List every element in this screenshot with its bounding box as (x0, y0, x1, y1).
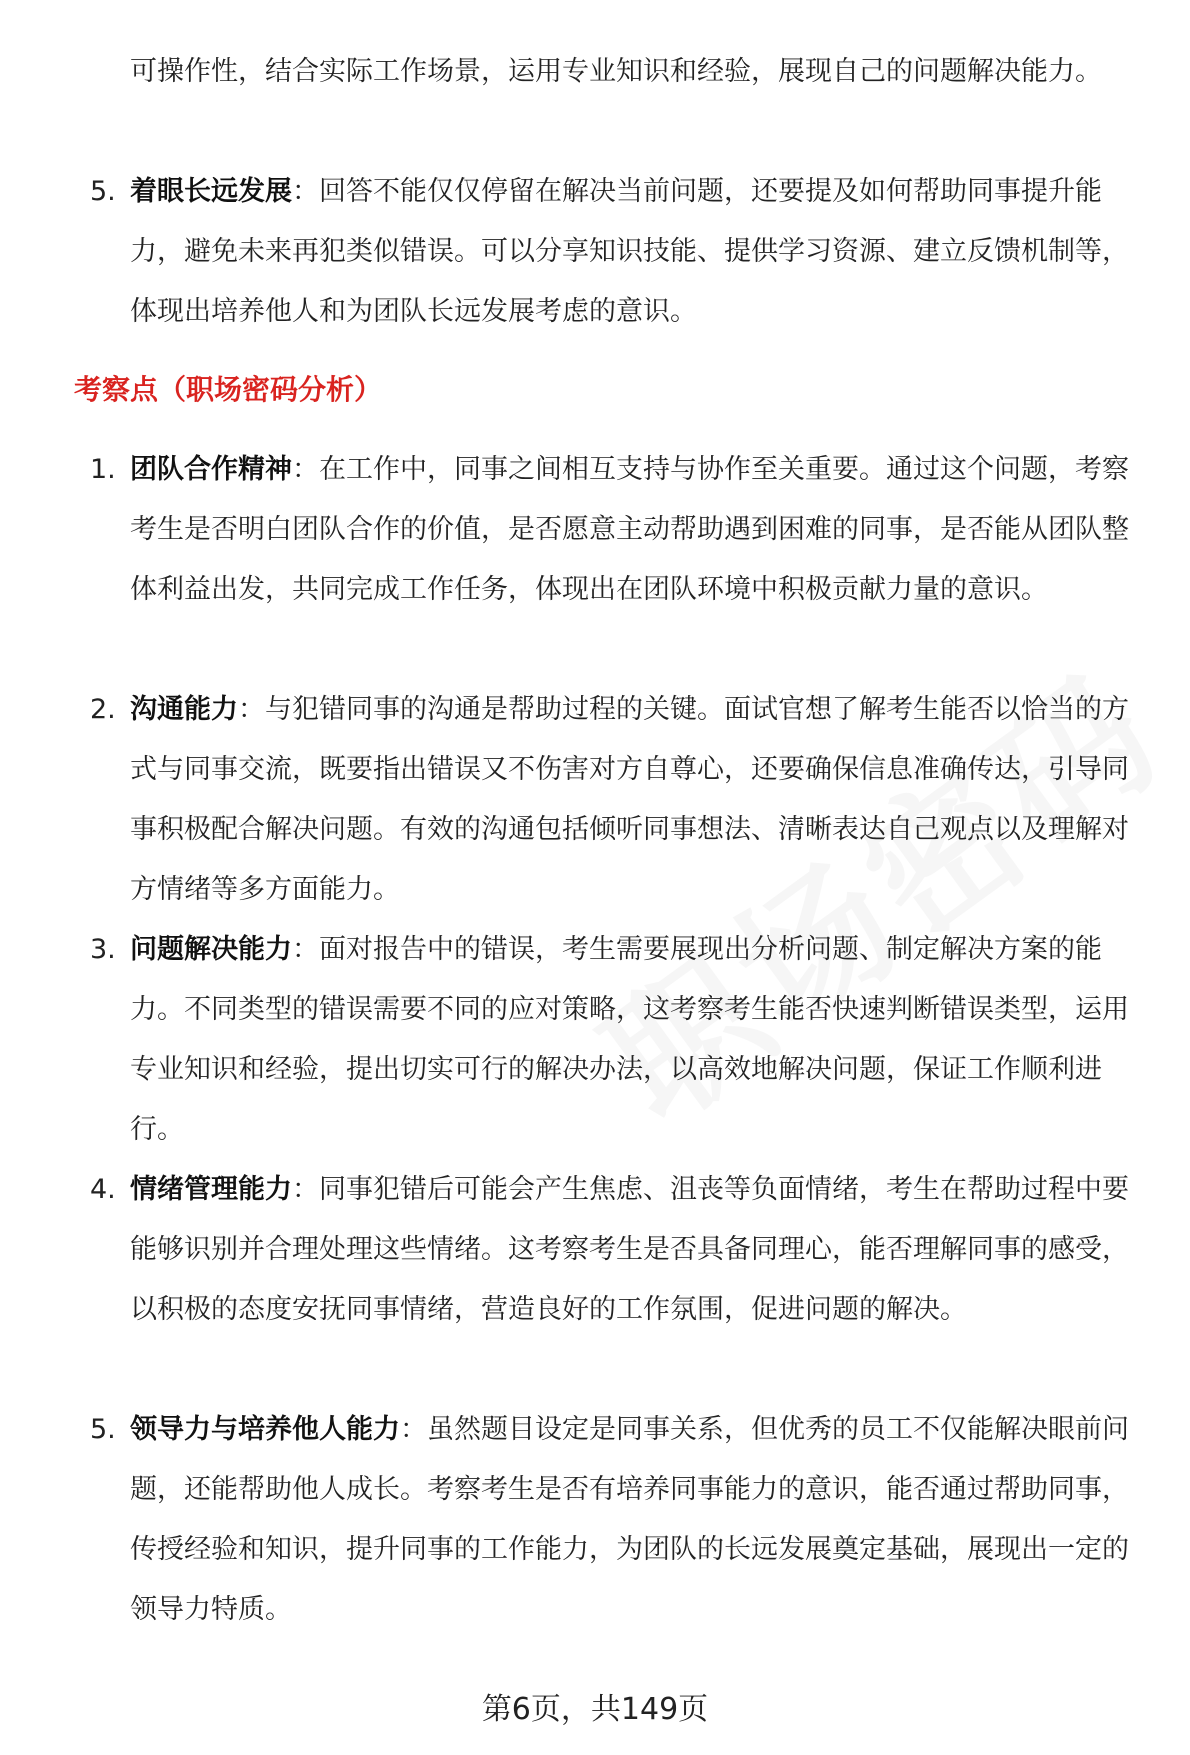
list-number: 5. (90, 176, 116, 207)
item-text: 在工作中，同事之间相互支持与协作至关重要。通过这个问题，考察考生是否明白团队合作的价值，是否愿意主动帮助遇到困难的同事，是否能从团队整体利益出发，共同完成工作任务，体现出在团队环境中积极贡献力量的意识。 (130, 454, 1129, 605)
list-item (90, 1400, 1155, 1640)
list-item (90, 1160, 1155, 1340)
list-number: 3. (90, 934, 116, 965)
item-text: 与犯错同事的沟通是帮助过程的关键。面试官想了解考生能否以恰当的方式与同事交流，既要指出错误又不伤害对方自尊心，还要确保信息准确传达，引导同事积极配合解决问题。有效的沟通包括倾听同事想法、清晰表达自己观点以及理解对方情绪等多方面能力。 (130, 694, 1129, 905)
item-term: 情绪管理能力 (130, 1174, 292, 1205)
item-term: 问题解决能力 (130, 934, 292, 965)
item-term: 着眼长远发展 (130, 176, 292, 207)
item-separator: ： (238, 694, 265, 725)
list-item (90, 680, 1155, 920)
item-text: 同事犯错后可能会产生焦虑、沮丧等负面情绪，考生在帮助过程中要能够识别并合理处理这些情绪。这考察考生是否具备同理心，能否理解同事的感受，以积极的态度安抚同事情绪，营造良好的工作氛围，促进问题的解决。 (130, 1174, 1129, 1325)
item-text: 面对报告中的错误，考生需要展现出分析问题、制定解决方案的能力。不同类型的错误需要不同的应对策略，这考察考生能否快速判断错误类型，运用专业知识和经验，提出切实可行的解决办法，以高效地解决问题，保证工作顺利进行。 (130, 934, 1129, 1145)
list-number: 2. (90, 694, 116, 725)
prev-list-item (90, 162, 1155, 342)
list-item (90, 920, 1155, 1160)
page-footer: 第6页，共149页 (481, 1692, 709, 1727)
item-separator: ： (400, 1414, 427, 1445)
item-separator: ： (292, 454, 319, 485)
item-text: 虽然题目设定是同事关系，但优秀的员工不仅能解决眼前问题，还能帮助他人成长。考察考生是否有培养同事能力的意识，能否通过帮助同事，传授经验和知识，提升同事的工作能力，为团队的长远发展奠定基础，展现出一定的领导力特质。 (130, 1414, 1129, 1625)
item-term: 沟通能力 (130, 694, 238, 725)
section-title: 考察点（职场密码分析） (74, 373, 383, 406)
item-text: 回答不能仅仅停留在解决当前问题，还要提及如何帮助同事提升能力，避免未来再犯类似错误。可以分享知识技能、提供学习资源、建立反馈机制等，体现出培养他人和为团队长远发展考虑的意识。 (130, 176, 1129, 327)
item-separator: ： (292, 934, 319, 965)
list-number: 5. (90, 1414, 116, 1445)
intro-continuation: 可操作性，结合实际工作场景，运用专业知识和经验，展现自己的问题解决能力。 (130, 56, 1102, 87)
list-number: 1. (90, 454, 116, 485)
item-term: 团队合作精神 (130, 454, 292, 485)
list-item (90, 440, 1155, 620)
item-separator: ： (292, 1174, 319, 1205)
item-separator: ： (292, 176, 319, 207)
list-number: 4. (90, 1174, 116, 1205)
item-term: 领导力与培养他人能力 (130, 1414, 400, 1445)
